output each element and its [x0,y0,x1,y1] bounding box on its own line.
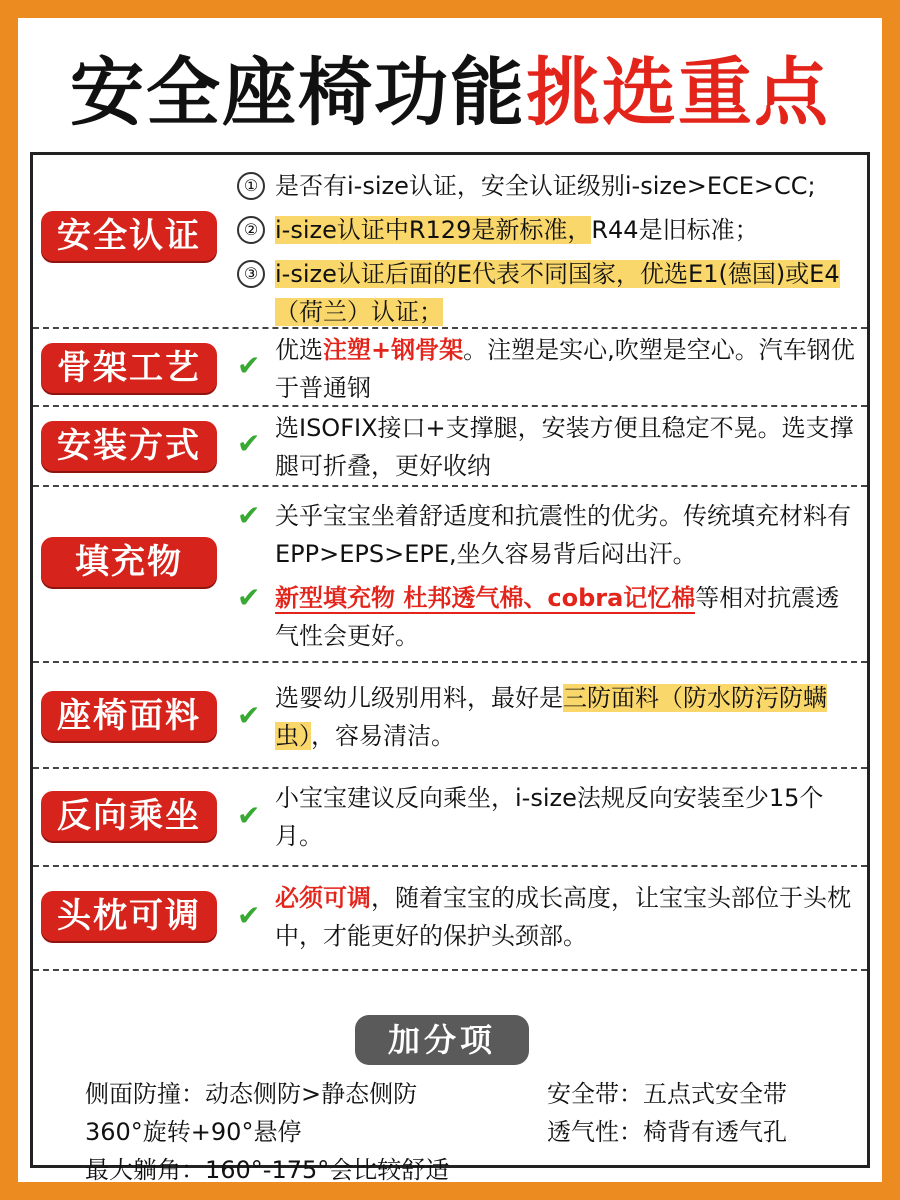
content-box [30,152,870,1184]
safety-text-1: 是否有i-size认证，安全认证级别i-size>ECE>CC; [275,172,816,200]
bonus-item: 安全带：五点式安全带 [547,1080,787,1108]
headrest-text-a: 必须可调 [275,884,371,912]
title-normal: 安全座椅功能 [70,50,526,136]
poster-card [18,18,882,1182]
bonus-item: 透气性：椅背有透气孔 [547,1118,787,1146]
headrest-item [235,879,857,955]
bonus-title: 加分项 [355,1015,529,1065]
row-rear [33,769,867,867]
safety-item-2 [235,211,857,249]
page-title [18,48,882,138]
check-icon: ✔ [237,899,261,932]
filling-text-1: 关乎宝宝坐着舒适度和抗震性的优劣。传统填充材料有EPP>EPS>EPE,坐久容易背后闷出汗。 [275,502,851,568]
number-3-icon: ③ [237,260,265,288]
fabric-item [235,679,857,755]
safety-text-3: i-size认证后面的E代表不同国家，优选E1(德国)或E4（荷兰）认证； [275,260,840,326]
tag-frame: 骨架工艺 [41,343,217,393]
check-icon: ✔ [237,799,261,832]
fabric-text-b: 三防面料（防水防污防螨虫） [275,684,827,750]
number-2-icon: ② [237,216,265,244]
bonus-item: 360°旋转+90°悬停 [85,1118,302,1146]
tag-safety: 安全认证 [41,211,217,261]
row-frame [33,329,867,407]
tag-headrest: 头枕可调 [41,891,217,941]
safety-item-3 [235,255,857,331]
bonus-item: 侧面防撞：动态侧防>静态侧防 [85,1080,418,1108]
rear-text: 小宝宝建议反向乘坐，i-size法规反向安装至少15个月。 [275,784,824,850]
fabric-text-a: 选婴幼儿级别用料，最好是 [275,684,563,712]
filling-text-2a: 新型填充物 杜邦透气棉、cobra记忆棉 [275,584,696,612]
row-headrest [33,867,867,971]
check-icon: ✔ [237,499,261,532]
filling-item-2 [235,579,857,655]
safety-item-1 [235,167,857,205]
fabric-text-c: ，容易清洁。 [311,722,455,750]
frame-text-b: 注塑+钢骨架 [323,336,464,364]
row-filling [33,487,867,663]
frame-text-a: 优选 [275,336,323,364]
title-highlight: 挑选重点 [526,50,830,136]
tag-rear: 反向乘坐 [41,791,217,841]
install-item [235,409,857,485]
filling-item-1 [235,497,857,573]
install-text: 选ISOFIX接口+支撑腿，安装方便且稳定不晃。选支撑腿可折叠，更好收纳 [275,414,854,480]
check-icon: ✔ [237,581,261,614]
tag-filling: 填充物 [41,537,217,587]
frame-text-c: 。注塑是实心,吹塑是空心。汽车钢优于普通钢 [275,336,855,402]
safety-text-2b: R44是旧标准； [591,216,759,244]
frame-item [235,331,857,407]
number-1-icon: ① [237,172,265,200]
bonus-item: 最大躺角：160°-175°会比较舒适 [85,1156,450,1184]
safety-text-2a: i-size认证中R129是新标准， [275,216,592,244]
check-icon: ✔ [237,699,261,732]
check-icon: ✔ [237,349,261,382]
rear-item [235,779,857,855]
check-icon: ✔ [237,427,261,460]
row-install [33,407,867,487]
row-safety [33,155,867,329]
tag-fabric: 座椅面料 [41,691,217,741]
tag-install: 安装方式 [41,421,217,471]
headrest-text-b: ，随着宝宝的成长高度，让宝宝头部位于头枕中，才能更好的保护头颈部。 [275,884,851,950]
filling-text-2b: 等相对抗震透气性会更好。 [275,584,840,650]
row-fabric [33,663,867,769]
